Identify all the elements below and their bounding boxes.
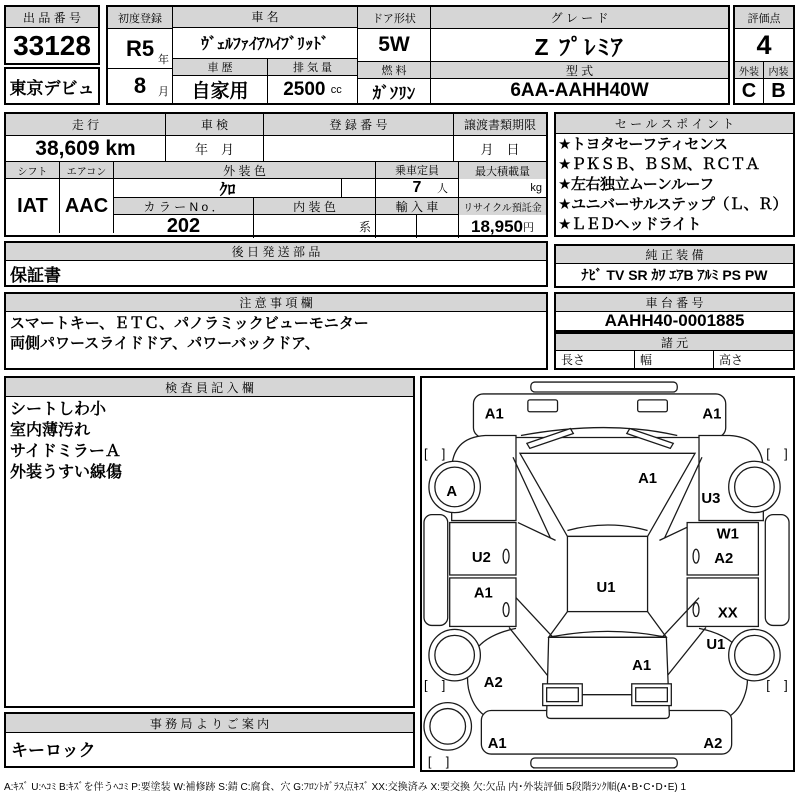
car-name: ｳﾞｪﾙﾌｧｲｱﾊｲﾌﾞﾘｯﾄﾞ xyxy=(173,28,357,59)
cautions-label: 注 意 事 項 欄 xyxy=(6,294,546,312)
reg-month: 8 xyxy=(133,73,147,98)
spec-height-label: 高さ xyxy=(719,353,744,367)
license-garnish-left-inner xyxy=(547,688,579,702)
ext-color-label: 外 装 色 xyxy=(114,162,376,179)
roof xyxy=(567,536,647,611)
mileage-value: 38,609 km xyxy=(6,136,166,161)
first-registration-year xyxy=(108,29,172,69)
reg-year-unit: 年 xyxy=(158,54,169,66)
history-col xyxy=(173,59,268,103)
ext-color-value: ｸﾛ xyxy=(114,179,342,197)
exterior-grade: C xyxy=(735,79,764,103)
mark-roof: U1 xyxy=(596,579,616,596)
inspection-value: 年 月 xyxy=(166,136,264,161)
mark-tailgate: A1 xyxy=(632,657,652,674)
office-notice-value: キーロック xyxy=(11,740,96,760)
mark-rear-quarter-right: U1 xyxy=(706,637,726,654)
bracket: ] xyxy=(784,677,788,693)
inspector-note-line: サイドミラーＡ xyxy=(10,443,121,460)
chassis-box xyxy=(554,292,795,332)
recycle-label: リサイクル預託金 xyxy=(459,198,546,215)
mark-front-door-right: W1 xyxy=(716,526,739,543)
front-garnish-bar xyxy=(531,382,677,392)
reg-year: R5 xyxy=(125,35,155,61)
shift-col xyxy=(6,162,60,233)
bracket: ] xyxy=(784,446,788,462)
first-registration-label: 初度登録 xyxy=(108,7,172,29)
mark-rear-door-right: XX xyxy=(717,605,738,622)
vehicle-header-table xyxy=(106,5,730,105)
mark-rear-quarter-left: A2 xyxy=(483,674,503,691)
recycle-value xyxy=(459,215,546,238)
sales-point-item: ★ＬＥＤヘッドライト xyxy=(558,216,701,233)
interior-grade-label: 内装 xyxy=(764,62,793,79)
score-value: 4 xyxy=(735,29,793,62)
aircon-value: AAC xyxy=(64,194,109,217)
rear-garnish-bar xyxy=(531,758,677,768)
fuel-value: ｶﾞｿﾘﾝ xyxy=(372,83,416,103)
history-value: 自家用 xyxy=(191,81,249,102)
shift-value: IAT xyxy=(17,194,48,217)
recycle-number: 18,950 xyxy=(471,216,523,236)
mileage-label: 走 行 xyxy=(6,114,166,136)
condition-table xyxy=(4,112,548,237)
specs-box xyxy=(554,332,795,370)
mark-front-fender-right: U3 xyxy=(701,490,721,507)
wheel-rear-right-rim xyxy=(735,635,775,675)
spec-length-label: 長さ xyxy=(556,351,635,368)
later-parts-value: 保証書 xyxy=(10,265,61,285)
inspector-note-line: シートしわ小 xyxy=(10,401,107,418)
oem-equipment-value: ﾅﾋﾞ TV SR ｶﾜ ｴｱB ｱﾙﾐ PS PW xyxy=(581,267,768,283)
inspector-note-line: 室内薄汚れ xyxy=(10,422,91,439)
transfer-deadline-value: 月 日 xyxy=(480,142,520,157)
color-no-label: カ ラ ー N o ． xyxy=(114,198,254,215)
license-garnish-right-inner xyxy=(636,688,668,702)
int-color-value: 系 xyxy=(254,215,376,238)
color-no-value: 202 xyxy=(114,215,254,238)
inspection-label: 車 検 xyxy=(166,114,264,136)
mark-rear-bumper-right: A2 xyxy=(703,736,723,753)
shift-label: シフト xyxy=(6,162,59,179)
caution-line: スマートキー、ＥＴＣ、パノラミックビューモニター xyxy=(10,315,369,332)
reg-month-unit: 月 xyxy=(158,86,169,98)
door-shape-label: ドア形状 xyxy=(358,7,430,29)
displacement-col xyxy=(268,59,357,103)
cautions-box xyxy=(4,292,548,370)
mark-rear-bumper-left: A1 xyxy=(487,736,507,753)
exterior-grade-label: 外装 xyxy=(735,62,764,79)
rear-window xyxy=(549,612,667,638)
tailgate xyxy=(547,637,670,718)
reg-number-label: 登 録 番 号 xyxy=(264,114,454,136)
door-handle xyxy=(693,603,699,617)
mark-windshield: A1 xyxy=(638,470,658,487)
mark-rear-door-left: A1 xyxy=(473,585,493,602)
bracket: [ xyxy=(423,446,428,462)
import-cell-2 xyxy=(417,215,459,238)
max-load-unit: kg xyxy=(530,182,542,194)
first-registration-col xyxy=(108,7,173,103)
inspector-notes-box xyxy=(4,376,415,708)
sales-points-list xyxy=(556,134,793,236)
reg-number-value xyxy=(264,136,454,161)
max-load-value xyxy=(459,179,546,197)
mark-front-fender-left: A xyxy=(446,483,458,500)
sales-point-item: ★トヨタセーフティセンス xyxy=(558,136,728,153)
car-top-view-diagram xyxy=(422,378,793,770)
displacement-unit: cc xyxy=(330,83,342,96)
door-handle xyxy=(693,549,699,563)
history-label: 車 歴 xyxy=(173,59,267,76)
import-label: 輸 入 車 xyxy=(376,198,459,215)
ext-color-extra-cell xyxy=(342,179,376,197)
grade-col xyxy=(431,7,728,103)
later-parts-box xyxy=(4,241,548,287)
capacity-unit: 人 xyxy=(437,183,448,195)
inspector-notes-label: 検 査 員 記 入 欄 xyxy=(6,378,413,397)
displacement-label: 排 気 量 xyxy=(268,59,357,76)
wheel-front-right-rim xyxy=(735,467,775,507)
capacity-label: 乗車定員 xyxy=(376,162,459,179)
chassis-label: 車 台 番 号 xyxy=(556,294,793,312)
door-handle xyxy=(503,603,509,617)
oem-equipment-label: 純 正 装 備 xyxy=(556,246,793,264)
specs-label: 諸 元 xyxy=(556,334,793,351)
venue-box xyxy=(4,67,100,105)
spec-width-label: 幅 xyxy=(635,351,714,368)
cautions-lines xyxy=(6,312,546,356)
recycle-unit: 円 xyxy=(523,221,534,234)
import-cell-1 xyxy=(376,215,417,238)
sill-right xyxy=(765,515,789,626)
grade-value: Z ﾌﾟﾚﾐｱ xyxy=(431,29,728,62)
chassis-value: AAHH40-0001885 xyxy=(604,312,745,330)
model-code-value: 6AA-AAHH40W xyxy=(510,80,649,101)
bracket: ] xyxy=(441,677,446,693)
oem-equipment-box xyxy=(554,244,795,288)
aircon-label: エアコン xyxy=(60,162,113,179)
sales-points-label: セ ー ル ス ポ イ ン ト xyxy=(556,114,793,134)
displacement-number: 2500 xyxy=(283,78,326,100)
mark-front-bumper-right: A1 xyxy=(702,406,722,423)
capacity-value xyxy=(376,179,459,197)
inspector-notes-lines xyxy=(6,397,413,485)
bracket: ] xyxy=(441,446,446,462)
grade-label: グ レ ー ド xyxy=(431,7,728,29)
fuel-label: 燃 料 xyxy=(358,62,430,79)
interior-grade: B xyxy=(771,79,786,102)
bracket: ] xyxy=(445,753,450,769)
sales-point-item: ★ＰＫＳＢ、ＢＳＭ、ＲＣＴＡ xyxy=(558,156,760,173)
bracket: [ xyxy=(766,677,770,693)
door-shape-value: 5W xyxy=(358,29,430,62)
color-capacity-grid xyxy=(114,162,546,237)
office-notice-label: 事 務 局 よ り ご 案 内 xyxy=(6,714,413,733)
venue: 東京デビュ xyxy=(9,78,95,98)
later-parts-label: 後 日 発 送 部 品 xyxy=(6,243,546,261)
mark-front-door-right-2: A2 xyxy=(714,551,734,568)
lot-number-label: 出 品 番 号 xyxy=(6,7,98,28)
bracket: [ xyxy=(427,753,432,769)
caution-line: 両側パワースライドドア、パワーバックドア、 xyxy=(10,335,320,352)
aircon-col xyxy=(60,162,114,233)
car-name-col xyxy=(173,7,358,103)
car-name-label: 車 名 xyxy=(173,7,357,28)
capacity-number: 7 xyxy=(412,179,422,196)
door-fuel-col xyxy=(358,7,431,103)
first-registration-month xyxy=(108,69,172,103)
mark-front-door-left: U2 xyxy=(471,550,491,567)
sill-left xyxy=(424,515,448,626)
sales-point-item: ★ユニバーサルステップ（Ｌ、Ｒ） xyxy=(558,196,787,213)
bracket: [ xyxy=(766,446,770,462)
score-box xyxy=(733,5,795,105)
damage-diagram-box xyxy=(420,376,795,772)
front-bumper xyxy=(473,394,725,438)
max-load-label: 最大積載量 xyxy=(459,162,546,179)
model-code-label: 型 式 xyxy=(431,62,728,79)
sales-point-item: ★左右独立ムーンルーフ xyxy=(558,176,714,193)
wheel-rear-left-rim xyxy=(435,635,475,675)
spare-wheel-rim xyxy=(430,709,466,745)
lot-number-box xyxy=(4,5,100,65)
windshield xyxy=(520,453,695,536)
sales-points-box xyxy=(554,112,795,237)
bracket: [ xyxy=(423,677,428,693)
lot-number: 33128 xyxy=(13,29,91,61)
score-label: 評価点 xyxy=(735,7,793,29)
mark-front-bumper-left: A1 xyxy=(484,406,504,423)
door-handle xyxy=(503,549,509,563)
inspector-note-line: 外装うすい線傷 xyxy=(10,464,123,481)
int-color-label: 内 装 色 xyxy=(254,198,376,215)
transfer-deadline-label: 譲渡書類期限 xyxy=(454,114,546,136)
displacement-value xyxy=(268,76,357,103)
damage-code-legend: A:ｷｽﾞ U:ﾍｺﾐ B:ｷｽﾞを伴うﾍｺﾐ P:要塗装 W:補修跡 S:錆 C:腐食、穴 G:ﾌﾛﾝﾄｶﾞﾗｽ点ｷｽﾞ XX:交換済み X:要交換 欠:欠品 内･外装評価 5段階ﾗﾝｸ順(A･B･C･D･E) 1 xyxy=(4,782,687,793)
office-notice-box xyxy=(4,712,415,768)
